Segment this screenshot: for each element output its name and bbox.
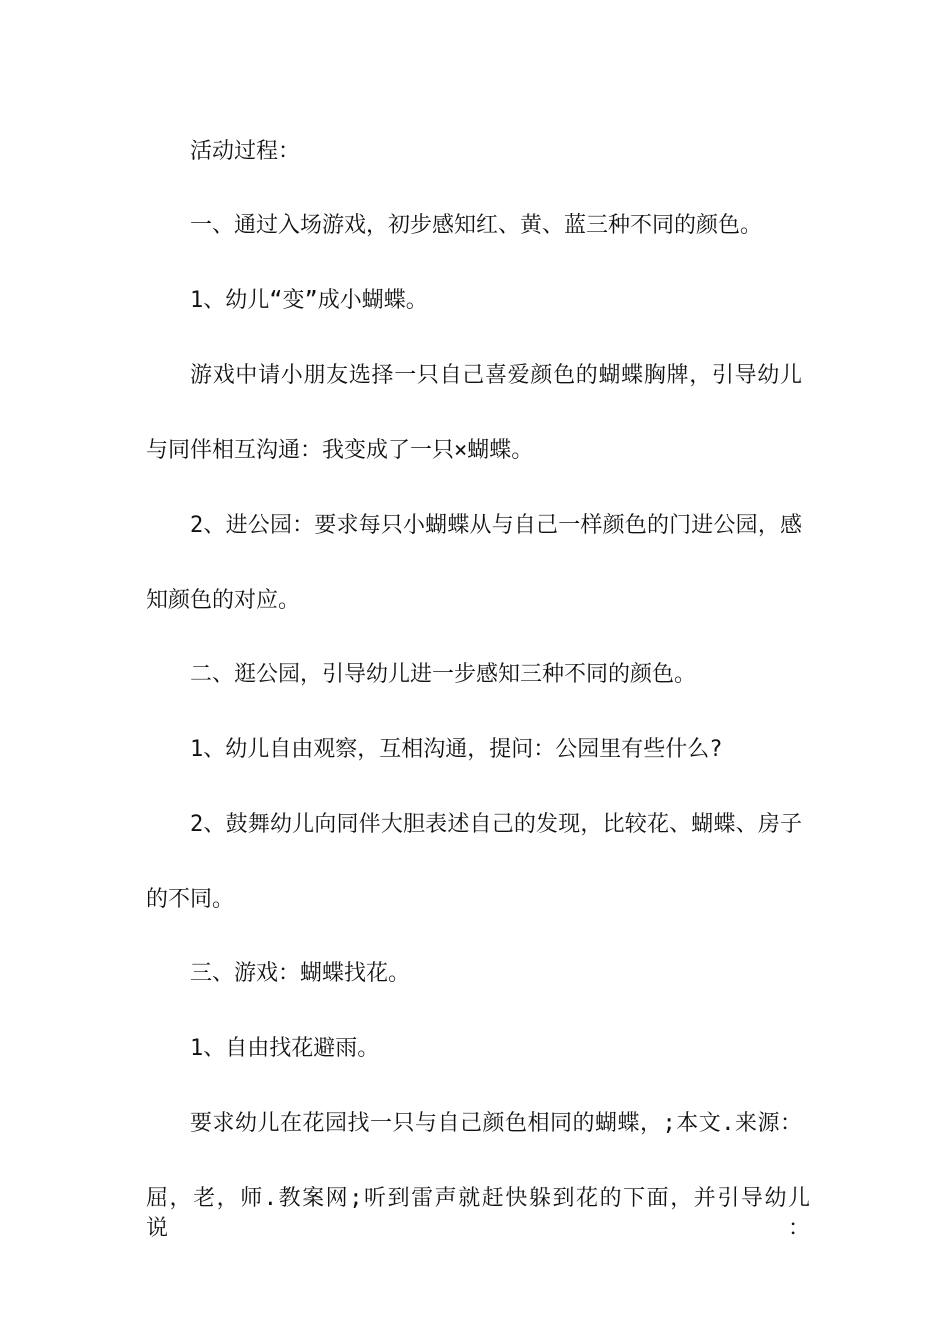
paragraph-line: 的不同。 xyxy=(146,887,235,912)
paragraph-line: 2、进公园：要求每只小蝴蝶从与自己一样颜色的门进公园，感 xyxy=(190,513,802,538)
paragraph-line: 1、自由找花避雨。 xyxy=(190,1036,380,1061)
paragraph-line: 1、幼儿自由观察，互相沟通，提问：公园里有些什么? xyxy=(190,737,723,762)
paragraph-line: 与同伴相互沟通：我变成了一只×蝴蝶。 xyxy=(146,438,534,463)
paragraph-line: 游戏中请小朋友选择一只自己喜爱颜色的蝴蝶胸牌，引导幼儿 xyxy=(190,363,802,388)
paragraph-line: 要求幼儿在花园找一只与自己颜色相同的蝴蝶，;本文.来源： xyxy=(190,1111,802,1136)
paragraph-line: 知颜色的对应。 xyxy=(146,588,301,613)
step-three-heading: 三、游戏：蝴蝶找花。 xyxy=(190,961,411,986)
step-two-heading: 二、逛公园，引导幼儿进一步感知三种不同的颜色。 xyxy=(190,662,697,687)
step-one-heading: 一、通过入场游戏，初步感知红、黄、蓝三种不同的颜色。 xyxy=(190,213,763,238)
paragraph-line: 屈，老，师.教案网;听到雷声就赶快躲到花的下面，并引导幼儿说： xyxy=(146,1186,810,1241)
paragraph-line: 2、鼓舞幼儿向同伴大胆表述自己的发现，比较花、蝴蝶、房子 xyxy=(190,812,802,837)
section-heading-activity-process: 活动过程： xyxy=(190,139,301,164)
paragraph-line: 1、幼儿“变”成小蝴蝶。 xyxy=(190,288,428,313)
